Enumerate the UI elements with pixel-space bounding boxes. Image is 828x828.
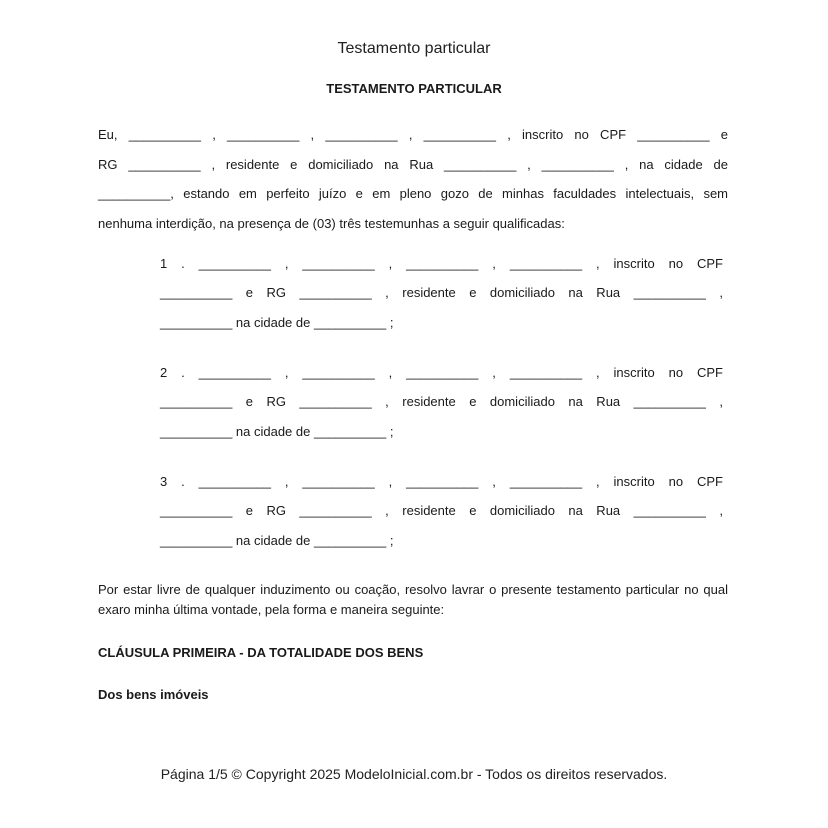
document-title: Testamento particular xyxy=(337,40,491,57)
intro-paragraph xyxy=(98,120,728,238)
witness-3-block xyxy=(160,467,723,555)
witness-line: __________ na cidade de __________ ; xyxy=(160,532,394,548)
witness-line: __________ na cidade de __________ ; xyxy=(160,423,394,439)
witness-line: __________ e RG __________ , residente e domiciliado na Rua __________ , xyxy=(160,285,723,301)
witness-line: __________ e RG __________ , residente e domiciliado na Rua __________ , xyxy=(160,394,723,410)
witness-line: 3 . __________ , __________ , __________ , __________ , inscrito no CPF xyxy=(160,474,723,489)
witness-line: __________ e RG __________ , residente e domiciliado na Rua __________ , xyxy=(160,503,723,519)
witness-2-block xyxy=(160,358,723,446)
intro-line: Eu, __________ , __________ , __________ , __________ , inscrito no CPF __________ e xyxy=(98,127,728,142)
witness-line: 2 . __________ , __________ , __________ , __________ , inscrito no CPF xyxy=(160,365,723,380)
document-heading: TESTAMENTO PARTICULAR xyxy=(326,81,502,96)
clause-heading: CLÁUSULA PRIMEIRA - DA TOTALIDADE DOS BENS xyxy=(98,645,424,660)
intro-line: RG __________ , residente e domiciliado na Rua __________ , __________ , na cidade de xyxy=(98,156,728,172)
intro-line: __________, estando em perfeito juízo e em pleno gozo de minhas faculdades intelectuais, sem xyxy=(98,186,728,201)
page-footer: Página 1/5 © Copyright 2025 ModeloInicial.com.br - Todos os direitos reservados. xyxy=(160,766,668,782)
witness-1-block xyxy=(160,249,723,337)
intro-line: nenhuma interdição, na presença de (03) três testemunhas a seguir qualificadas: xyxy=(98,215,565,231)
sub-heading: Dos bens imóveis xyxy=(98,687,209,702)
witness-line: __________ na cidade de __________ ; xyxy=(160,314,394,330)
witness-line: 1 . __________ , __________ , __________ , __________ , inscrito no CPF xyxy=(160,256,723,271)
closing-paragraph: Por estar livre de qualquer induzimento ou coação, resolvo lavrar o presente testamento particular no qual exaro minha última vontade, pela forma e maneira seguinte: xyxy=(98,582,728,617)
